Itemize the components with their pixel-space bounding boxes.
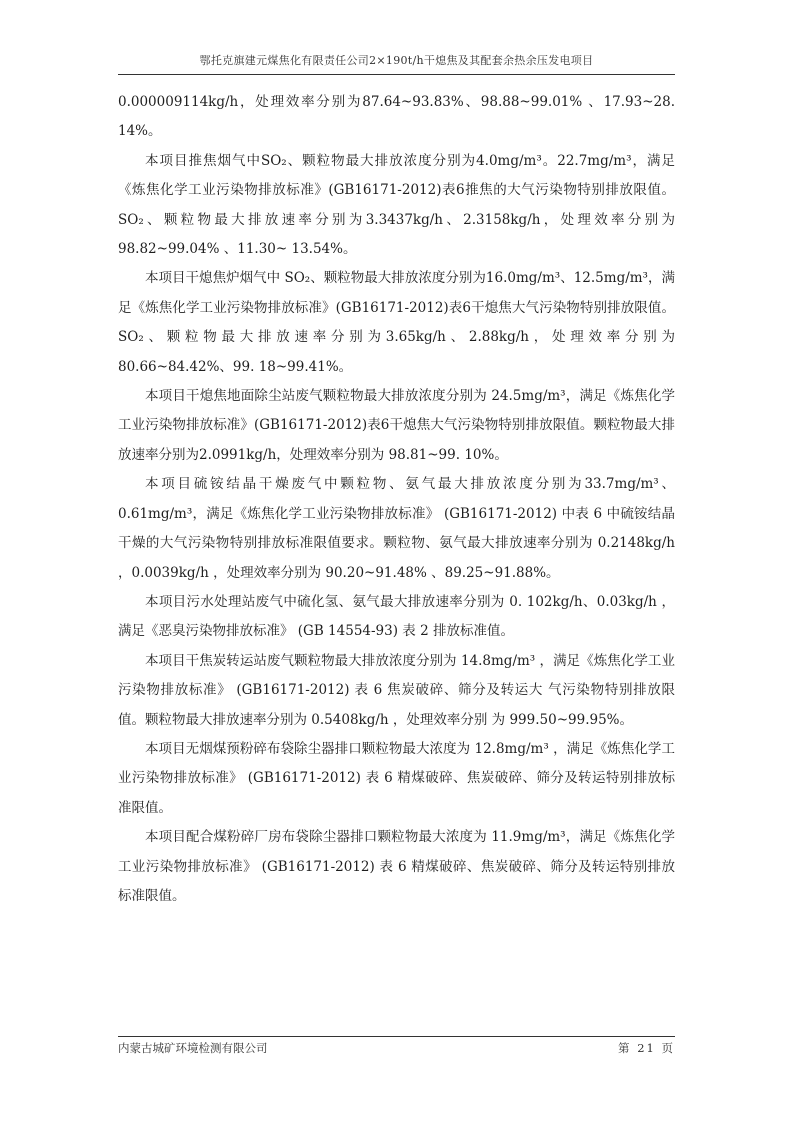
header-divider (118, 74, 675, 75)
footer-divider (118, 1036, 675, 1037)
paragraph-anthracite-crushing: 本项目无烟煤预粉碎布袋除尘器排口颗粒物最大浓度为 12.8mg/m³ ，满足《炼焦化学工业污染物排放标准》 (GB16171-2012) 表 6 精煤破碎、焦炭破碎、筛分及转运特别排放标准限值。 (118, 740, 675, 816)
paragraph-coke-transfer: 本项目干焦炭转运站废气颗粒物最大排放浓度分别为 14.8mg/m³ ，满足《炼焦化学工业污染物排放标准》 (GB16171-2012) 表 6 焦炭破碎、筛分及转运大 气污染物特别排放限值。颗粒物最大排放速率分别为 0.5408kg/h ，处理效率分别 为 999.50~99.95%。 (118, 652, 675, 728)
page-number: 第 21 页 (618, 1041, 675, 1055)
page-footer (118, 1040, 675, 1056)
paragraph-ammonium-sulfate: 本项目硫铵结晶干燥废气中颗粒物、氨气最大排放浓度分别为33.7mg/m³、0.61mg/m³，满足《炼焦化学工业污染物排放标准》 (GB16171-2012) 中表 6 中硫铵结晶干燥的大气污染物特别排放标准限值要求。颗粒物、氨气最大排放速率分别为 0.2148kg/h ，0.0039kg/h ，处理效率分别为 90.20~91.48% 、89.25~91.88%。 (118, 476, 675, 581)
body-text (118, 88, 675, 911)
paragraph-coke-pushing: 本项目推焦烟气中SO₂、颗粒物最大排放浓度分别为4.0mg/m³。22.7mg/m³，满足《炼焦化学工业污染物排放标准》(GB16171-2012)表6推焦的大气污染物特别排放限值。SO₂、颗粒物最大排放速率分别为3.3437kg/h、2.3158kg/h，处理效率分别为 98.82~99.04% 、11.30~ 13.54%。 (118, 152, 675, 258)
paragraph-cdq-furnace: 本项目干熄焦炉烟气中 SO₂、颗粒物最大排放浓度分别为16.0mg/m³、12.5mg/m³，满足《炼焦化学工业污染物排放标准》(GB16171-2012)表6干熄焦大气污染物特别排放限值。SO₂、颗粒物最大排放速率分别为3.65kg/h、2.88kg/h，处理效率分别为80.66~84.42%、99. 18~99.41%。 (118, 270, 675, 375)
paragraph-blended-coal-crushing: 本项目配合煤粉碎厂房布袋除尘器排口颗粒物最大浓度为 11.9mg/m³，满足《炼焦化学工业污染物排放标准》 (GB16171-2012) 表 6 精煤破碎、焦炭破碎、筛分及转运特别排放标准限值。 (118, 829, 675, 904)
paragraph-wastewater-station: 本项目污水处理站废气中硫化氢、氨气最大排放速率分别为 0. 102kg/h、0.03kg/h ，满足《恶臭污染物排放标准》 (GB 14554-93) 表 2 排放标准值。 (118, 593, 675, 640)
page-header: 鄂托克旗建元煤焦化有限责任公司2×190t/h干熄焦及其配套余热余压发电项目 (199, 54, 594, 67)
footer-company: 内蒙古城矿环境检测有限公司 (118, 1041, 268, 1055)
paragraph-cdq-ground-dust: 本项目干熄焦地面除尘站废气颗粒物最大排放浓度分别为 24.5mg/m³，满足《炼焦化学工业污染物排放标准》(GB16171-2012)表6干熄焦大气污染物特别排放限值。颗粒物最大排放速率分别为2.0991kg/h，处理效率分别为 98.81~99. 10%。 (118, 388, 675, 463)
paragraph-continuation: 0.000009114kg/h，处理效率分别为87.64~93.83%、98.88~99.01% 、17.93~28. 14%。 (118, 94, 675, 140)
